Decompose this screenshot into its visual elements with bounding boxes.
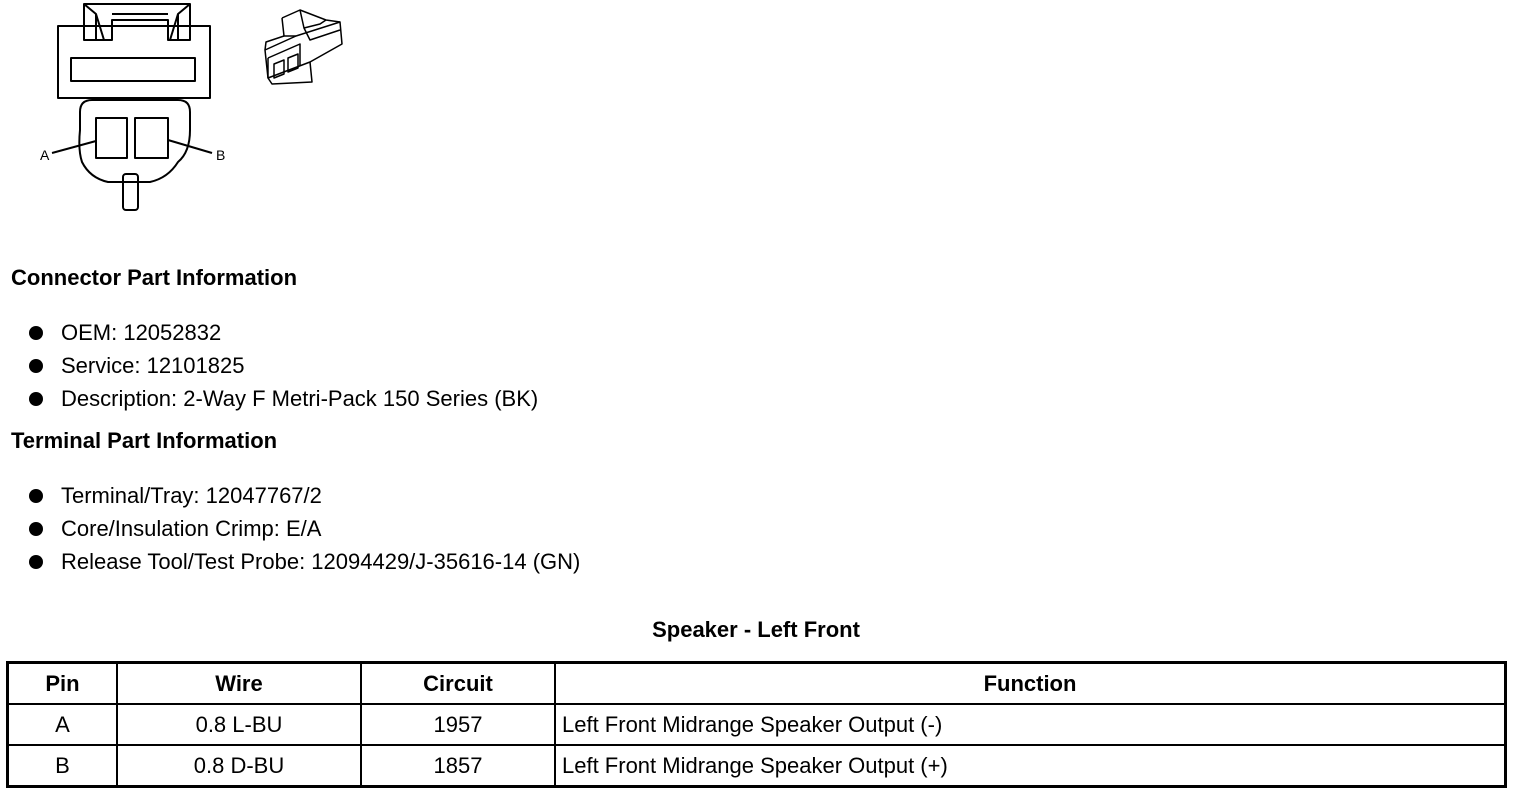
header-function: Function [555, 663, 1506, 705]
connector-diagram [0, 0, 400, 230]
pin-a-leader [52, 141, 96, 153]
header-circuit: Circuit [361, 663, 555, 705]
connector-isometric-view [265, 10, 342, 84]
table-header-row [8, 663, 1506, 705]
terminal-info-heading: Terminal Part Information [11, 428, 278, 453]
polarizing-key [123, 174, 138, 210]
bullet-icon [29, 359, 43, 373]
terminal-release-tool: Release Tool/Test Probe: 12094429/J-35616-14 (GN) [61, 549, 581, 574]
cell-circuit: 1857 [361, 745, 555, 787]
cell-circuit: 1957 [361, 704, 555, 745]
bullet-icon [29, 489, 43, 503]
pin-b-leader [168, 140, 212, 153]
cell-pin: A [8, 704, 118, 745]
table-row [8, 704, 1506, 745]
pin-b-label: B [216, 147, 226, 163]
pin-a-label: A [40, 147, 50, 163]
connector-latch-housing [58, 4, 210, 98]
bullet-icon [29, 392, 43, 406]
connector-info-heading: Connector Part Information [11, 265, 298, 290]
header-wire: Wire [117, 663, 361, 705]
terminal-crimp: Core/Insulation Crimp: E/A [61, 516, 322, 541]
bullet-icon [29, 522, 43, 536]
connector-description: Description: 2-Way F Metri-Pack 150 Series (BK) [61, 386, 539, 411]
bullet-icon [29, 326, 43, 340]
table-caption: Speaker - Left Front [652, 617, 860, 642]
cell-function: Left Front Midrange Speaker Output (+) [555, 745, 1506, 787]
cell-function: Left Front Midrange Speaker Output (-) [555, 704, 1506, 745]
header-pin: Pin [8, 663, 118, 705]
connector-body [79, 100, 190, 210]
cell-wire: 0.8 L-BU [117, 704, 361, 745]
cell-wire: 0.8 D-BU [117, 745, 361, 787]
pin-cavity-b [135, 118, 168, 158]
table-row [8, 745, 1506, 787]
connector-oem: OEM: 12052832 [61, 320, 222, 345]
cell-pin: B [8, 745, 118, 787]
bullet-icon [29, 555, 43, 569]
pinout-table [6, 661, 1507, 788]
terminal-tray: Terminal/Tray: 12047767/2 [61, 483, 322, 508]
connector-service: Service: 12101825 [61, 353, 245, 378]
pin-cavity-a [96, 118, 127, 158]
